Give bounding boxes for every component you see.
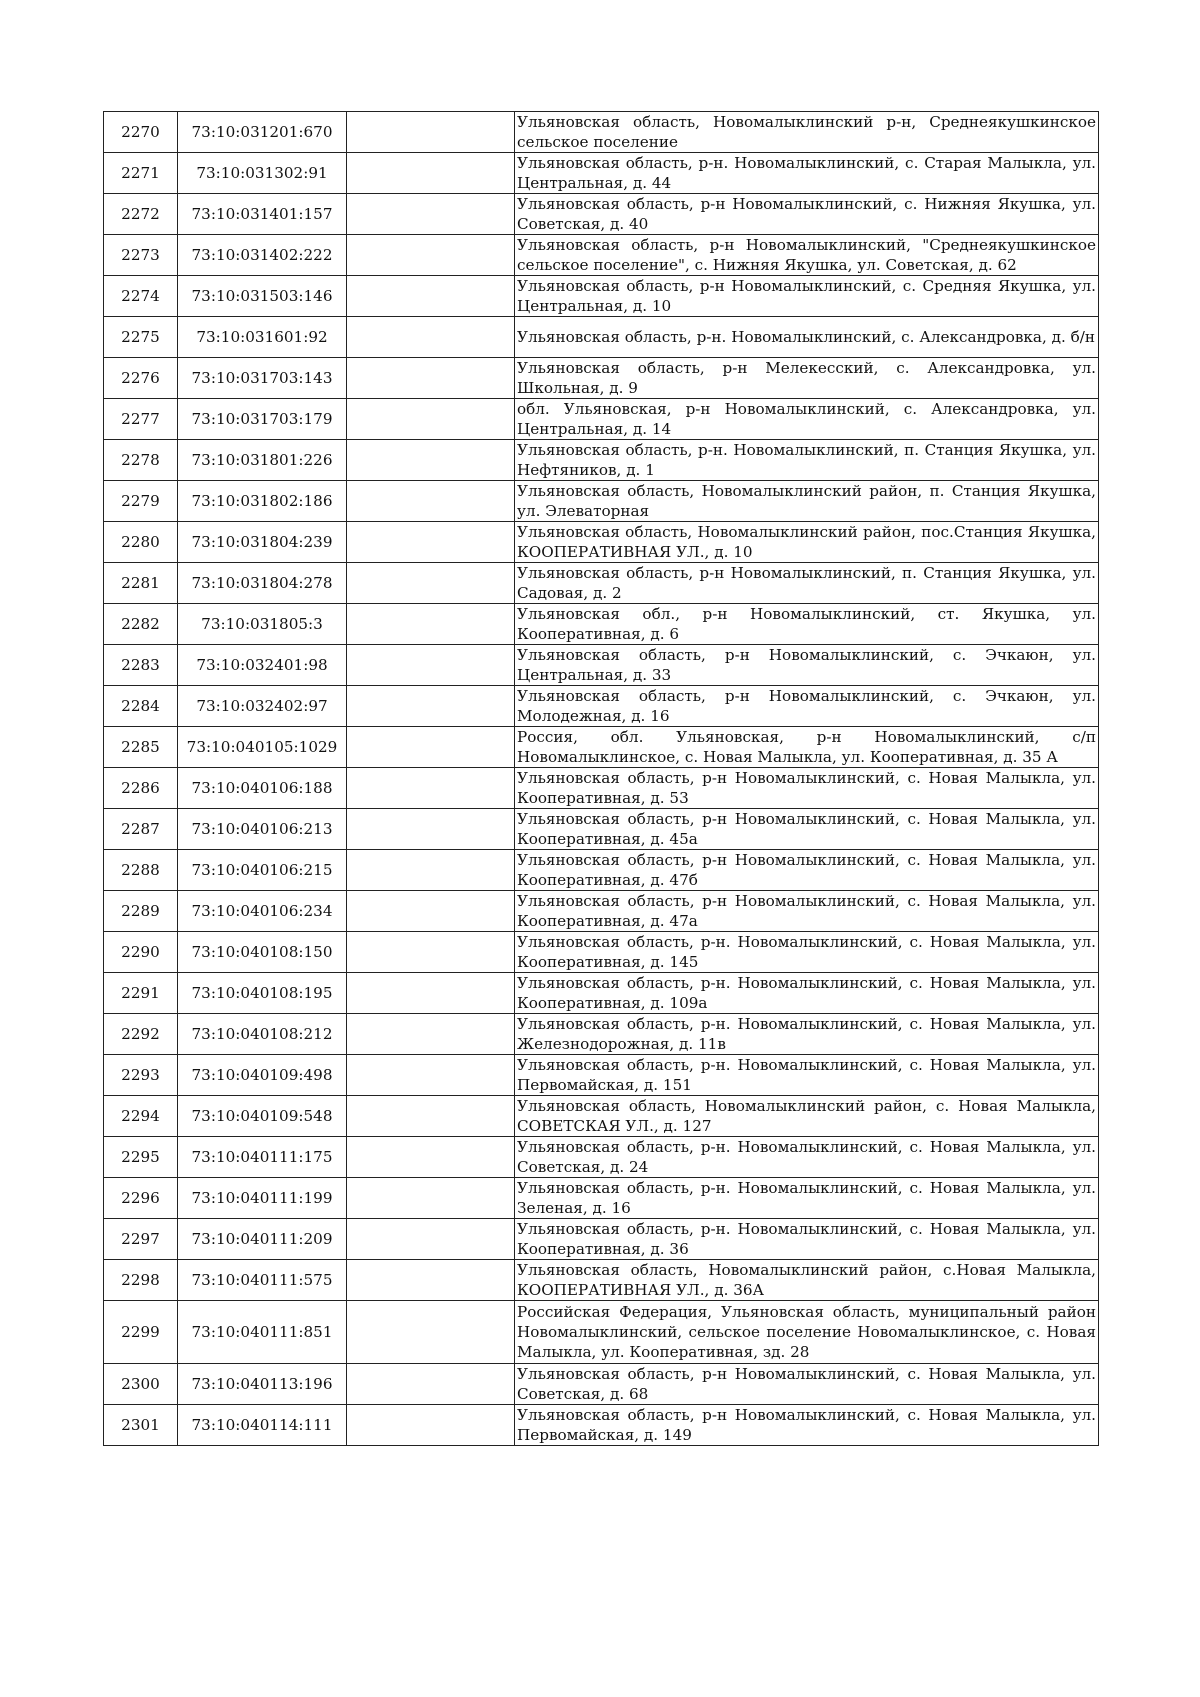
address-cell: Ульяновская область, р-н Новомалыклинский, с. Эчкаюн, ул. Молодежная, д. 16 (515, 686, 1099, 727)
note-cell (347, 768, 515, 809)
address-cell: Ульяновская область, р-н Мелекесский, с. Александровка, ул. Школьная, д. 9 (515, 358, 1099, 399)
cadastral-number-cell: 73:10:031703:179 (178, 399, 347, 440)
row-number-cell: 2281 (104, 563, 178, 604)
row-number-cell: 2288 (104, 850, 178, 891)
row-number-cell: 2285 (104, 727, 178, 768)
row-number-cell: 2270 (104, 112, 178, 153)
address-cell: Ульяновская область, р-н Новомалыклинский, с. Средняя Якушка, ул. Центральная, д. 10 (515, 276, 1099, 317)
note-cell (347, 686, 515, 727)
cadastral-number-cell: 73:10:031402:222 (178, 235, 347, 276)
table-row (104, 1219, 1099, 1260)
note-cell (347, 1405, 515, 1446)
note-cell (347, 1260, 515, 1301)
address-cell: Ульяновская область, р-н Новомалыклинский, с. Новая Малыкла, ул. Советская, д. 68 (515, 1364, 1099, 1405)
table-row (104, 1096, 1099, 1137)
address-cell: Ульяновская область, р-н Новомалыклинский, с. Новая Малыкла, ул. Кооперативная, д. 47а (515, 891, 1099, 932)
cadastral-number-cell: 73:10:040109:498 (178, 1055, 347, 1096)
row-number-cell: 2274 (104, 276, 178, 317)
note-cell (347, 1014, 515, 1055)
row-number-cell: 2279 (104, 481, 178, 522)
note-cell (347, 809, 515, 850)
table-row (104, 399, 1099, 440)
row-number-cell: 2280 (104, 522, 178, 563)
address-cell: Россия, обл. Ульяновская, р-н Новомалыклинский, с/п Новомалыклинское, с. Новая Малыкла, ул. Кооперативная, д. 35 А (515, 727, 1099, 768)
row-number-cell: 2292 (104, 1014, 178, 1055)
note-cell (347, 891, 515, 932)
table-row (104, 112, 1099, 153)
note-cell (347, 358, 515, 399)
table-row (104, 1014, 1099, 1055)
table-row (104, 1178, 1099, 1219)
address-cell: Ульяновская область, р-н Новомалыклинский, "Среднеякушкинское сельское поселение", с. Нижняя Якушка, ул. Советская, д. 62 (515, 235, 1099, 276)
cadastral-number-cell: 73:10:040109:548 (178, 1096, 347, 1137)
table-row (104, 727, 1099, 768)
address-cell: Ульяновская область, р-н Новомалыклинский, с. Нижняя Якушка, ул. Советская, д. 40 (515, 194, 1099, 235)
address-cell: Ульяновская область, Новомалыклинский р-н, Среднеякушкинское сельское поселение (515, 112, 1099, 153)
cadastral-number-cell: 73:10:040106:213 (178, 809, 347, 850)
table-row (104, 358, 1099, 399)
table-row (104, 1260, 1099, 1301)
table-row (104, 317, 1099, 358)
table-row (104, 604, 1099, 645)
cadastral-number-cell: 73:10:031302:91 (178, 153, 347, 194)
note-cell (347, 850, 515, 891)
address-cell: обл. Ульяновская, р-н Новомалыклинский, с. Александровка, ул. Центральная, д. 14 (515, 399, 1099, 440)
row-number-cell: 2272 (104, 194, 178, 235)
table-row (104, 1301, 1099, 1364)
cadastral-number-cell: 73:10:032402:97 (178, 686, 347, 727)
note-cell (347, 153, 515, 194)
note-cell (347, 563, 515, 604)
table-row (104, 973, 1099, 1014)
table-row (104, 194, 1099, 235)
table-row (104, 932, 1099, 973)
property-registry-table (103, 111, 1099, 1446)
row-number-cell: 2295 (104, 1137, 178, 1178)
note-cell (347, 1096, 515, 1137)
row-number-cell: 2273 (104, 235, 178, 276)
note-cell (347, 440, 515, 481)
row-number-cell: 2286 (104, 768, 178, 809)
note-cell (347, 112, 515, 153)
address-cell: Ульяновская область, р-н Новомалыклинский, с. Новая Малыкла, ул. Кооперативная, д. 47б (515, 850, 1099, 891)
note-cell (347, 317, 515, 358)
table-row (104, 1055, 1099, 1096)
address-cell: Ульяновская область, Новомалыклинский район, с. Новая Малыкла, СОВЕТСКАЯ УЛ., д. 127 (515, 1096, 1099, 1137)
table-row (104, 1405, 1099, 1446)
note-cell (347, 1364, 515, 1405)
cadastral-number-cell: 73:10:040108:150 (178, 932, 347, 973)
cadastral-number-cell: 73:10:031703:143 (178, 358, 347, 399)
note-cell (347, 522, 515, 563)
cadastral-number-cell: 73:10:040108:212 (178, 1014, 347, 1055)
row-number-cell: 2276 (104, 358, 178, 399)
cadastral-number-cell: 73:10:031805:3 (178, 604, 347, 645)
address-cell: Ульяновская область, р-н Новомалыклинский, с. Эчкаюн, ул. Центральная, д. 33 (515, 645, 1099, 686)
table-row (104, 891, 1099, 932)
row-number-cell: 2287 (104, 809, 178, 850)
row-number-cell: 2277 (104, 399, 178, 440)
row-number-cell: 2294 (104, 1096, 178, 1137)
address-cell: Ульяновская область, Новомалыклинский район, с.Новая Малыкла, КООПЕРАТИВНАЯ УЛ., д. 36А (515, 1260, 1099, 1301)
table-row (104, 276, 1099, 317)
cadastral-number-cell: 73:10:032401:98 (178, 645, 347, 686)
note-cell (347, 604, 515, 645)
address-cell: Ульяновская область, р-н. Новомалыклинский, с. Новая Малыкла, ул. Советская, д. 24 (515, 1137, 1099, 1178)
cadastral-number-cell: 73:10:040106:215 (178, 850, 347, 891)
row-number-cell: 2278 (104, 440, 178, 481)
address-cell: Ульяновская область, р-н. Новомалыклинский, с. Новая Малыкла, ул. Зеленая, д. 16 (515, 1178, 1099, 1219)
address-cell: Ульяновская область, р-н. Новомалыклинский, п. Станция Якушка, ул. Нефтяников, д. 1 (515, 440, 1099, 481)
row-number-cell: 2271 (104, 153, 178, 194)
address-cell: Ульяновская область, р-н. Новомалыклинский, с. Новая Малыкла, ул. Первомайская, д. 151 (515, 1055, 1099, 1096)
note-cell (347, 1055, 515, 1096)
cadastral-number-cell: 73:10:040111:175 (178, 1137, 347, 1178)
table-row (104, 563, 1099, 604)
address-cell: Ульяновская область, р-н Новомалыклинский, с. Новая Малыкла, ул. Первомайская, д. 149 (515, 1405, 1099, 1446)
table-row (104, 440, 1099, 481)
table-row (104, 153, 1099, 194)
table-row (104, 686, 1099, 727)
table-row (104, 809, 1099, 850)
row-number-cell: 2283 (104, 645, 178, 686)
cadastral-number-cell: 73:10:031503:146 (178, 276, 347, 317)
address-cell: Ульяновская область, Новомалыклинский район, пос.Станция Якушка, КООПЕРАТИВНАЯ УЛ., д. 10 (515, 522, 1099, 563)
cadastral-number-cell: 73:10:031804:239 (178, 522, 347, 563)
cadastral-number-cell: 73:10:031601:92 (178, 317, 347, 358)
table-row (104, 481, 1099, 522)
cadastral-number-cell: 73:10:040111:575 (178, 1260, 347, 1301)
note-cell (347, 276, 515, 317)
note-cell (347, 399, 515, 440)
address-cell: Ульяновская область, р-н Новомалыклинский, с. Новая Малыкла, ул. Кооперативная, д. 45а (515, 809, 1099, 850)
row-number-cell: 2289 (104, 891, 178, 932)
cadastral-number-cell: 73:10:031401:157 (178, 194, 347, 235)
cadastral-number-cell: 73:10:040106:188 (178, 768, 347, 809)
table-row (104, 1137, 1099, 1178)
table-row (104, 645, 1099, 686)
row-number-cell: 2291 (104, 973, 178, 1014)
address-cell: Ульяновская область, р-н. Новомалыклинский, с. Старая Малыкла, ул. Центральная, д. 44 (515, 153, 1099, 194)
note-cell (347, 973, 515, 1014)
cadastral-number-cell: 73:10:040106:234 (178, 891, 347, 932)
note-cell (347, 1301, 515, 1364)
address-cell: Ульяновская область, р-н. Новомалыклинский, с. Новая Малыкла, ул. Кооперативная, д. 109а (515, 973, 1099, 1014)
row-number-cell: 2293 (104, 1055, 178, 1096)
cadastral-number-cell: 73:10:040111:209 (178, 1219, 347, 1260)
row-number-cell: 2275 (104, 317, 178, 358)
table-row (104, 768, 1099, 809)
row-number-cell: 2301 (104, 1405, 178, 1446)
table-body (104, 112, 1099, 1446)
address-cell: Ульяновская обл., р-н Новомалыклинский, ст. Якушка, ул. Кооперативная, д. 6 (515, 604, 1099, 645)
cadastral-number-cell: 73:10:040114:111 (178, 1405, 347, 1446)
note-cell (347, 481, 515, 522)
note-cell (347, 1219, 515, 1260)
cadastral-number-cell: 73:10:031802:186 (178, 481, 347, 522)
row-number-cell: 2299 (104, 1301, 178, 1364)
table-row (104, 522, 1099, 563)
cadastral-number-cell: 73:10:040111:851 (178, 1301, 347, 1364)
address-cell: Ульяновская область, р-н Новомалыклинский, с. Новая Малыкла, ул. Кооперативная, д. 53 (515, 768, 1099, 809)
note-cell (347, 645, 515, 686)
note-cell (347, 727, 515, 768)
address-cell: Ульяновская область, р-н. Новомалыклинский, с. Александровка, д. б/н (515, 317, 1099, 358)
address-cell: Ульяновская область, р-н. Новомалыклинский, с. Новая Малыкла, ул. Кооперативная, д. 145 (515, 932, 1099, 973)
address-cell: Российская Федерация, Ульяновская область, муниципальный район Новомалыклинский, сельское поселение Новомалыклинское, с. Новая Малыкла, ул. Кооперативная, зд. 28 (515, 1301, 1099, 1364)
address-cell: Ульяновская область, р-н. Новомалыклинский, с. Новая Малыкла, ул. Железнодорожная, д. 11в (515, 1014, 1099, 1055)
table-row (104, 1364, 1099, 1405)
row-number-cell: 2300 (104, 1364, 178, 1405)
note-cell (347, 194, 515, 235)
address-cell: Ульяновская область, р-н Новомалыклинский, п. Станция Якушка, ул. Садовая, д. 2 (515, 563, 1099, 604)
row-number-cell: 2298 (104, 1260, 178, 1301)
note-cell (347, 932, 515, 973)
note-cell (347, 1137, 515, 1178)
cadastral-number-cell: 73:10:040105:1029 (178, 727, 347, 768)
address-cell: Ульяновская область, р-н. Новомалыклинский, с. Новая Малыкла, ул. Кооперативная, д. 36 (515, 1219, 1099, 1260)
table-row (104, 235, 1099, 276)
cadastral-number-cell: 73:10:040108:195 (178, 973, 347, 1014)
note-cell (347, 1178, 515, 1219)
cadastral-number-cell: 73:10:031804:278 (178, 563, 347, 604)
row-number-cell: 2282 (104, 604, 178, 645)
cadastral-number-cell: 73:10:040111:199 (178, 1178, 347, 1219)
row-number-cell: 2297 (104, 1219, 178, 1260)
cadastral-number-cell: 73:10:031801:226 (178, 440, 347, 481)
address-cell: Ульяновская область, Новомалыклинский район, п. Станция Якушка, ул. Элеваторная (515, 481, 1099, 522)
cadastral-number-cell: 73:10:031201:670 (178, 112, 347, 153)
row-number-cell: 2290 (104, 932, 178, 973)
row-number-cell: 2284 (104, 686, 178, 727)
table-row (104, 850, 1099, 891)
cadastral-number-cell: 73:10:040113:196 (178, 1364, 347, 1405)
note-cell (347, 235, 515, 276)
row-number-cell: 2296 (104, 1178, 178, 1219)
